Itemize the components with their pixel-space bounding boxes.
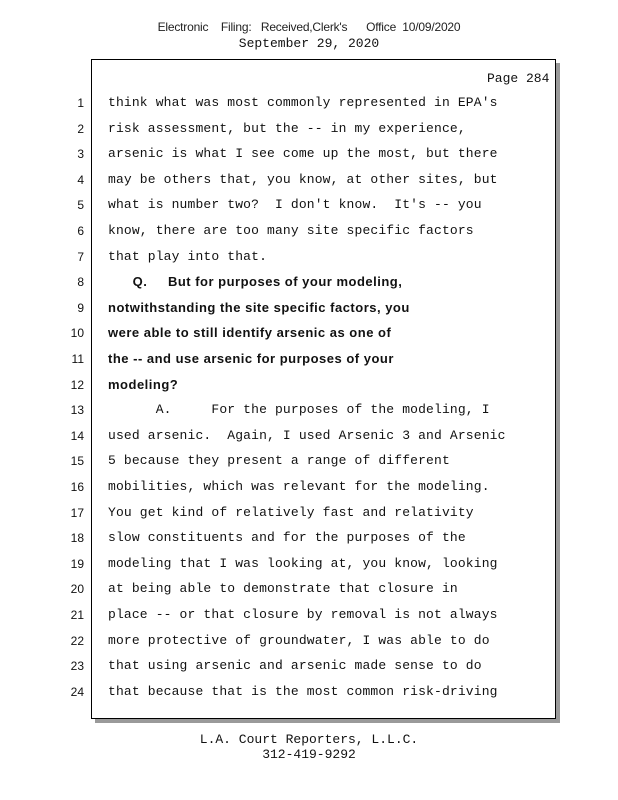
transcript-line: risk assessment, but the -- in my experience,: [108, 121, 466, 136]
line-number: 6: [77, 224, 84, 238]
line-number: 2: [77, 122, 84, 136]
line-number: 9: [77, 301, 84, 315]
transcript-line: 5 because they present a range of different: [108, 453, 450, 468]
transcript-line: may be others that, you know, at other sites, but: [108, 172, 498, 187]
transcript-line: mobilities, which was relevant for the modeling.: [108, 479, 490, 494]
line-number: 24: [70, 685, 84, 699]
filing-stamp: Electronic Filing: Received,Clerk's Office 10/09/2020: [157, 20, 461, 34]
line-number: 18: [70, 531, 84, 545]
line-number: 17: [70, 506, 84, 520]
transcript-line: what is number two? I don't know. It's -- you: [108, 197, 482, 212]
transcript-line: that because that is the most common risk-driving: [108, 684, 498, 699]
transcript-line: slow constituents and for the purposes of the: [108, 530, 466, 545]
transcript-line: were able to still identify arsenic as one of: [108, 325, 392, 340]
line-number: 16: [70, 480, 84, 494]
reporter-phone: 312-419-9292: [262, 747, 356, 762]
line-number: 12: [70, 378, 84, 392]
transcript-line: notwithstanding the site specific factors, you: [108, 300, 410, 315]
transcript-line: more protective of groundwater, I was able to do: [108, 633, 490, 648]
line-number: 8: [77, 275, 84, 289]
line-number: 10: [70, 326, 84, 340]
transcript-line: modeling that I was looking at, you know, looking: [108, 556, 498, 571]
line-number: 15: [70, 454, 84, 468]
document-date: September 29, 2020: [238, 36, 380, 51]
transcript-line: You get kind of relatively fast and relativity: [108, 505, 474, 520]
transcript-line: modeling?: [108, 377, 179, 392]
transcript-line: A. For the purposes of the modeling, I: [108, 402, 490, 417]
line-number: 21: [70, 608, 84, 622]
line-number: 11: [71, 352, 84, 366]
transcript-line: at being able to demonstrate that closure in: [108, 581, 458, 596]
transcript-line: know, there are too many site specific factors: [108, 223, 474, 238]
line-number: 1: [77, 96, 84, 110]
line-number: 22: [70, 634, 84, 648]
line-number: 14: [70, 429, 84, 443]
line-number: 5: [77, 198, 84, 212]
line-number: 3: [77, 147, 84, 161]
line-number: 7: [77, 250, 84, 264]
line-number: 4: [77, 173, 84, 187]
line-number: 20: [70, 582, 84, 596]
transcript-line: Q. But for purposes of your modeling,: [108, 274, 403, 289]
transcript-line: arsenic is what I see come up the most, but there: [108, 146, 498, 161]
transcript-line: that using arsenic and arsenic made sense to do: [108, 658, 482, 673]
line-number: 13: [70, 403, 84, 417]
reporter-company: L.A. Court Reporters, L.L.C.: [199, 732, 419, 747]
transcript-line: think what was most commonly represented in EPA's: [108, 95, 498, 110]
transcript-line: the -- and use arsenic for purposes of your: [108, 351, 394, 366]
transcript-line: place -- or that closure by removal is not always: [108, 607, 498, 622]
line-number: 23: [70, 659, 84, 673]
transcript-line: that play into that.: [108, 249, 268, 264]
transcript-line: used arsenic. Again, I used Arsenic 3 and Arsenic: [108, 428, 506, 443]
line-number: 19: [70, 557, 84, 571]
page-number: Page 284: [487, 71, 550, 86]
